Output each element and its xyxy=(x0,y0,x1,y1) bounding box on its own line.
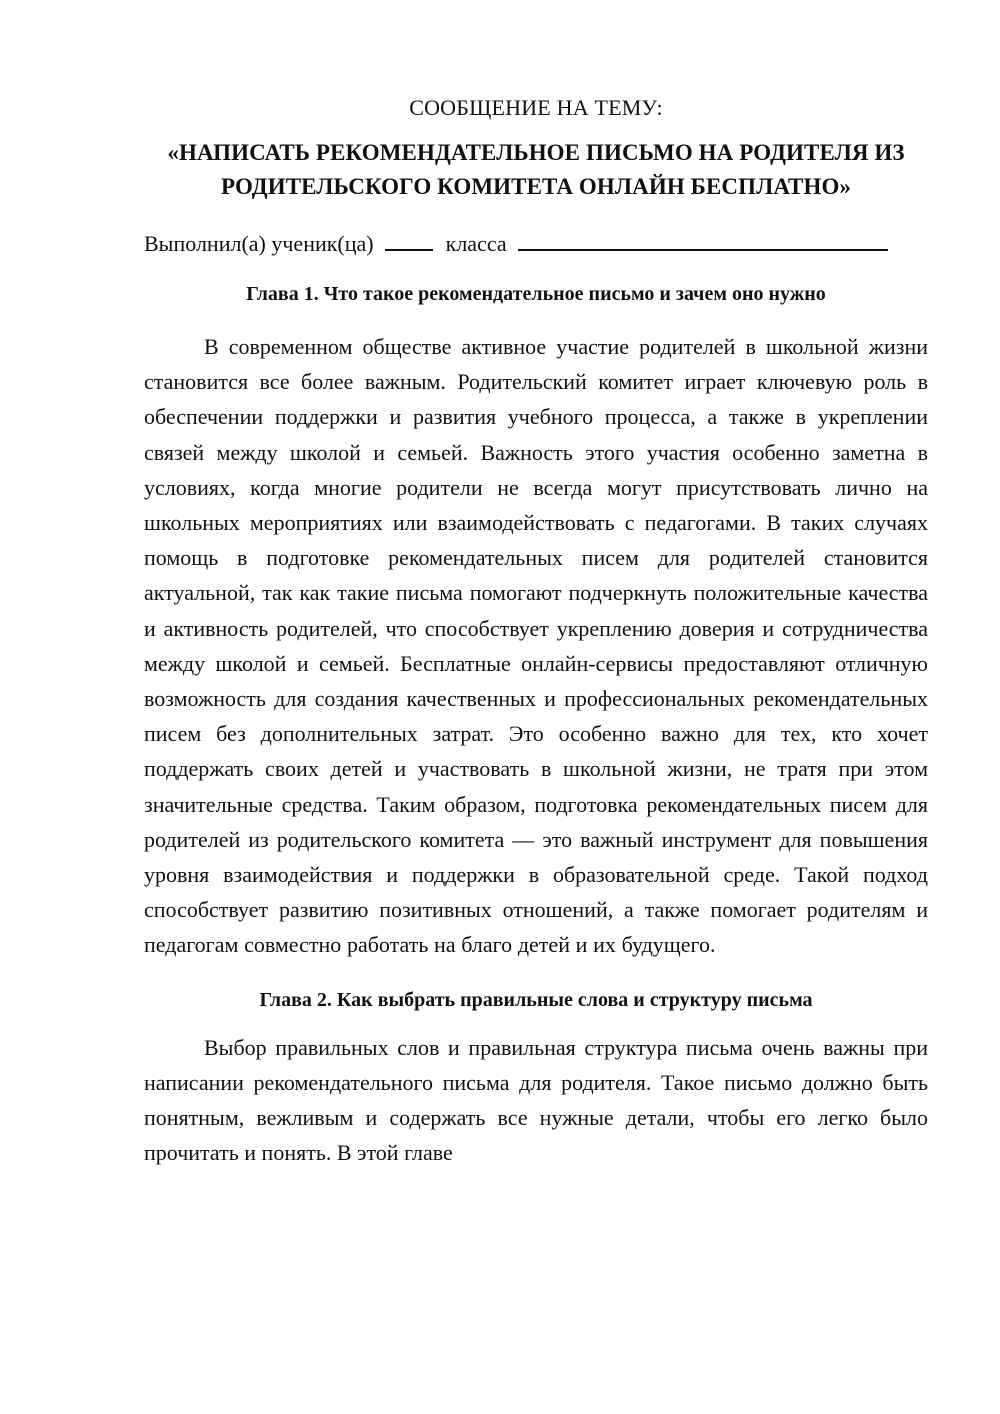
chapter-2 xyxy=(144,985,928,1171)
chapter-1 xyxy=(144,279,928,963)
student-name-blank-line xyxy=(518,228,888,251)
class-label: класса xyxy=(445,231,507,256)
chapter-heading-1: Глава 1. Что такое рекомендательное письмо и зачем оно нужно xyxy=(246,283,826,305)
document-title: «НАПИСАТЬ РЕКОМЕНДАТЕЛЬНОЕ ПИСЬМО НА РОДИТЕЛЯ ИЗ РОДИТЕЛЬСКОГО КОМИТЕТА ОНЛАЙН БЕСПЛАТНО» xyxy=(167,140,905,199)
document-content xyxy=(144,92,928,1192)
grade-blank-line xyxy=(385,228,433,251)
chapter-heading-2: Глава 2. Как выбрать правильные слова и структуру письма xyxy=(259,988,813,1011)
chapter-2-paragraph: Выбор правильных слов и правильная структура письма очень важны при написании рекомендательного письма для родителя. Такое письмо должно быть понятным, вежливым и содержать все нужные детали, чтобы его легко было прочитать и понять. В этой главе xyxy=(144,1034,928,1166)
student-byline xyxy=(144,227,928,261)
chapter-1-paragraph: В современном обществе активное участие родителей в школьной жизни становится все более важным. Родительский комитет играет ключевую роль в обеспечении поддержки и развития учебного процесса, а также в укреплении связей между школой и семьей. Важность этого участия особенно заметна в условиях, когда многие родители не всегда могут присутствовать лично на школьных мероприятиях или взаимодействовать с педагогами. В таких случаях помощь в подготовке рекомендательных писем для родителей становится актуальной, так как такие письма помогают подчеркнуть положительные качества и активность родителей, что способствует укреплению доверия и сотрудничества между школой и семьей. Бесплатные онлайн-сервисы предоставляют отличную возможность для создания качественных и профессиональных рекомендательных писем без дополнительных затрат. Это особенно важно для тех, кто хочет поддержать своих детей и участвовать в школьной жизни, не тратя при этом значительные средства. Таким образом, подготовка рекомендательных писем для родителей из родительского комитета — это важный инструмент для повышения уровня взаимодействия и поддержки в образовательной среде. Такой подход способствует развитию позитивных отношений, а также помогает родителям и педагогам совместно работать на благо детей и их будущего. xyxy=(144,334,928,958)
topic-label: СООБЩЕНИЕ НА ТЕМУ: xyxy=(409,95,663,120)
completed-by-label: Выполнил(а) ученик(ца) xyxy=(144,231,374,256)
